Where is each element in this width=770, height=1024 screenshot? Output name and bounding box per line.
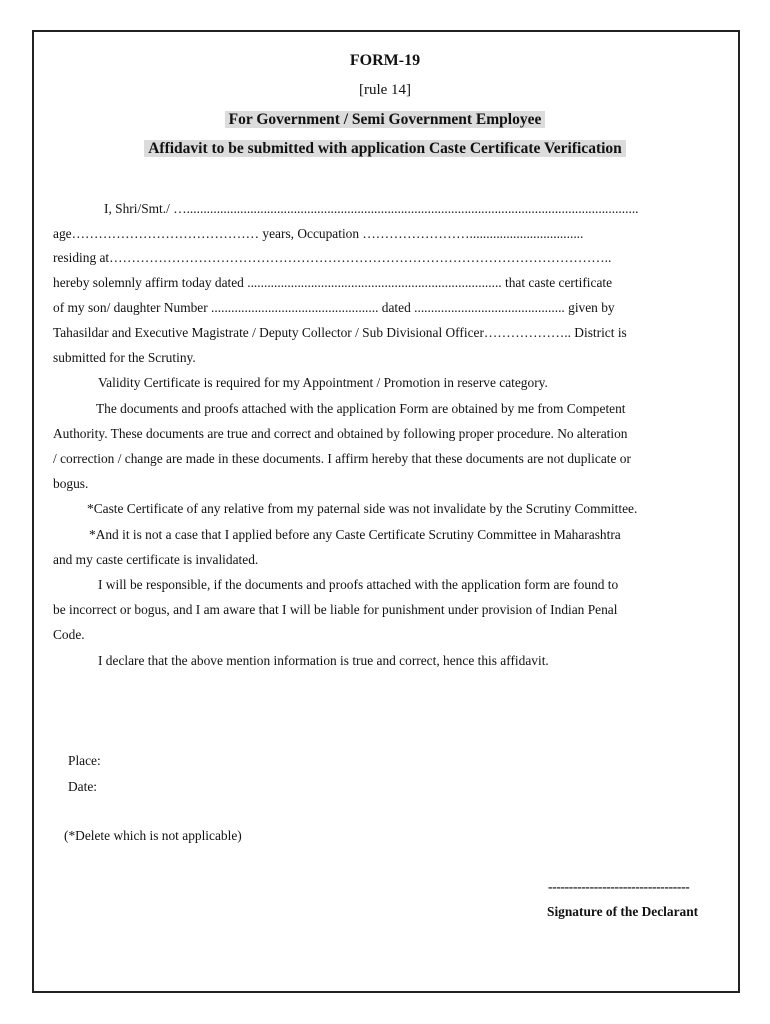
body-line-scrutiny: submitted for the Scrutiny. (53, 350, 196, 365)
body-line-penal: be incorrect or bogus, and I am aware that I will be liable for punishment under provision of Indian Penal (53, 602, 618, 617)
body-line-responsible: I will be responsible, if the documents and proofs attached with the application form are found to (98, 577, 619, 592)
form-number: FORM-19 (349, 52, 421, 69)
signature-label: Signature of the Declarant (547, 904, 699, 919)
body-line-date: hereby solemnly affirm today dated ............................................................................ that caste certificate (53, 275, 613, 290)
body-line-bogus: bogus. (53, 476, 89, 491)
body-line-validity: Validity Certificate is required for my Appointment / Promotion in reserve category. (98, 375, 548, 390)
body-line-name: I, Shri/Smt./ …....................................................................................................................................... (104, 201, 639, 216)
body-line-age: age…………………………………… years, Occupation …………………….................................. (53, 226, 584, 241)
date-label: Date: (68, 779, 97, 794)
rule-reference: [rule 14] (358, 82, 412, 98)
heading-employee-type (0, 111, 770, 129)
body-line-number: of my son/ daughter Number .................................................. dated ............................................. given by (53, 300, 615, 315)
place-label: Place: (68, 753, 101, 768)
body-line-not-applied: *And it is not a case that I applied before any Caste Certificate Scrutiny Committee in Maharashtra (89, 527, 621, 542)
body-line-documents: The documents and proofs attached with the application Form are obtained by me from Competent (96, 401, 626, 416)
heading-affidavit (0, 140, 770, 158)
body-line-officer: Tahasildar and Executive Magistrate / Deputy Collector / Sub Divisional Officer……………….. District is (53, 325, 627, 340)
body-line-correction: / correction / change are made in these documents. I affirm hereby that these documents are not duplicate or (53, 451, 631, 466)
body-line-residence: residing at………………………………………………………………………………………………….. (53, 250, 612, 265)
heading-employee-type-text: For Government / Semi Government Employee (225, 111, 546, 128)
body-line-invalidated: and my caste certificate is invalidated. (53, 552, 259, 567)
body-line-authority: Authority. These documents are true and correct and obtained by following proper procedure. No alteration (53, 426, 628, 441)
body-line-code: Code. (53, 627, 85, 642)
signature-line: ---------------------------------- (548, 879, 690, 894)
delete-note: (*Delete which is not applicable) (64, 828, 242, 843)
body-line-declaration: I declare that the above mention information is true and correct, hence this affidavit. (98, 653, 549, 668)
body-line-paternal: *Caste Certificate of any relative from my paternal side was not invalidate by the Scrutiny Committee. (87, 501, 638, 516)
heading-affidavit-text: Affidavit to be submitted with application Caste Certificate Verification (144, 140, 626, 157)
